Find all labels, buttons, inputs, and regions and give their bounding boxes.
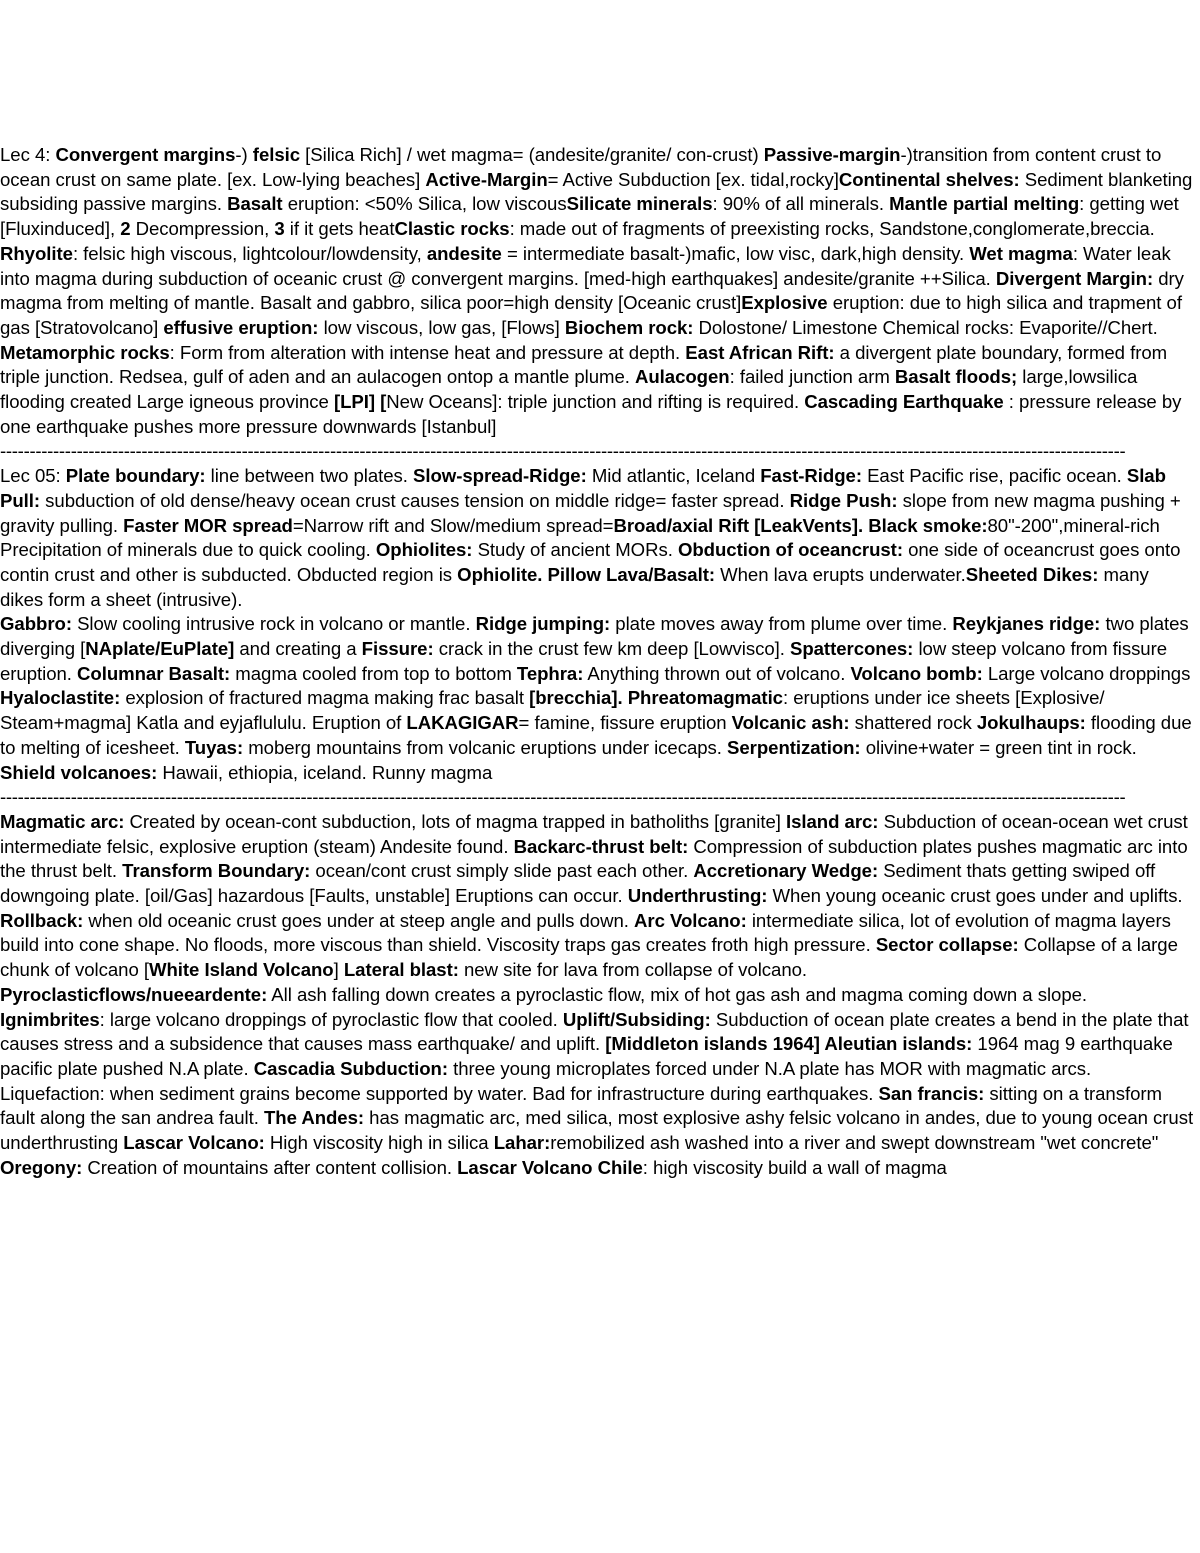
note-text: Anything thrown out of volcano. (583, 662, 851, 684)
note-text: slope from new magma pushing + gravity pulling. (0, 489, 1181, 536)
note-text: : made out of fragments of preexisting rocks, Sandstone,conglomerate,breccia. (509, 218, 1155, 240)
bold-term: Lascar Volcano Chile (457, 1156, 643, 1178)
bold-term: felsic (252, 144, 301, 165)
bold-term: Aulacogen (634, 366, 730, 388)
note-text: Dolostone/ Limestone Chemical rocks: Evaporite//Chert. (693, 316, 1158, 338)
note-text: Creation of mountains after content collision. (82, 1156, 458, 1178)
note-text: =Narrow rift and Slow/medium spread= (292, 514, 614, 536)
lecture-6-paragraph-1 (0, 810, 1196, 983)
note-text: intermediate silica, lot of evolution of magma layers build into cone shape. No floods, more viscous than shield. Viscosity traps gas creates froth high pressure. (0, 909, 1171, 956)
bold-term: Convergent margins (55, 144, 236, 165)
lecture-4-paragraph (0, 143, 1196, 439)
bold-term: Spattercones: (789, 638, 914, 660)
bold-term: 3 (274, 218, 285, 240)
bold-term: Backarc-thrust belt: (513, 835, 689, 857)
bold-term: Pyroclasticflows/nueeardente: (0, 983, 268, 1005)
bold-term: Lateral blast: (343, 959, 459, 981)
note-text: flooding due to melting of icesheet. (0, 712, 1192, 758)
note-text: ocean/cont crust simply slide past each other. (310, 860, 694, 882)
bold-term: NAplate/EuPlate] (85, 638, 235, 660)
note-text: When lava erupts underwater. (715, 563, 966, 585)
note-text: many dikes form a sheet (intrusive). (0, 563, 1149, 610)
note-text: -) (235, 144, 253, 165)
note-text: Created by ocean-cont subduction, lots of magma trapped in batholiths [granite] (124, 810, 786, 832)
bold-term: Active-Margin (425, 168, 548, 190)
bold-term: Ridge jumping: (475, 613, 611, 635)
bold-term: Continental shelves: (838, 168, 1020, 190)
bold-term: [Middleton islands 1964] Aleutian islands: (605, 1033, 973, 1055)
note-text: : eruptions under ice sheets [Explosive/ Steam+magma] Katla and eyjaflululu. Eruption of (0, 687, 1105, 734)
bold-term: Sheeted Dikes: (965, 563, 1099, 585)
bold-term: Ridge Push: (789, 489, 898, 511)
note-text: Subduction of ocean-ocean wet crust intermediate felsic, explosive eruption (steam) Andesite found. (0, 810, 1188, 857)
bold-term: Cascadia Subduction: (253, 1057, 448, 1079)
note-text: ] (333, 959, 344, 981)
note-text: olivine+water = green tint in rock. (860, 736, 1137, 758)
note-text: remobilized ash washed into a river and swept downstream "wet concrete" (550, 1132, 1159, 1154)
note-text: New Oceans]: triple junction and rifting is required. (386, 391, 805, 413)
bold-term: Uplift/Subsiding: (562, 1008, 711, 1030)
note-text: large,lowsilica flooding created Large igneous province (0, 366, 1138, 413)
note-text: sitting on a transform fault along the san andrea fault. (0, 1082, 1162, 1129)
bold-term: Silicate minerals (566, 193, 713, 215)
bold-term: Rollback: (0, 909, 84, 931)
bold-term: Faster MOR spread (123, 514, 293, 536)
note-text: : felsic high viscous, lightcolour/lowdensity, (72, 242, 427, 264)
lecture-5-paragraph-2 (0, 612, 1196, 785)
bold-term: Rhyolite (0, 242, 73, 264)
bold-term: [LPI] [ (333, 391, 387, 413)
note-text: subduction of old dense/heavy ocean crust causes tension on middle ridge= faster spread. (40, 489, 790, 511)
bold-term: Jokulhaups: (976, 712, 1086, 734)
note-text: Lec 4: (0, 144, 56, 165)
note-text: Hawaii, ethiopia, iceland. Runny magma (157, 761, 493, 783)
note-text: Decompression, (130, 218, 275, 240)
bold-term: Wet magma (969, 242, 1073, 264)
bold-term: Volcanic ash: (731, 712, 850, 734)
bold-term: The Andes: (263, 1107, 365, 1129)
bold-term: Plate boundary: (65, 465, 206, 487)
note-text: When young oceanic crust goes under and uplifts. (767, 885, 1183, 907)
note-text: [Silica Rich] / wet magma= (andesite/granite/ con-crust) (300, 144, 764, 165)
bold-term: Ignimbrites (0, 1008, 100, 1030)
note-text: when old oceanic crust goes under at steep angle and pulls down. (83, 909, 634, 931)
bold-term: LAKAGIGAR (406, 712, 519, 734)
bold-term: Slab Pull: (0, 465, 1166, 511)
lecture-5-notes (0, 464, 1196, 785)
bold-term: Cascading Earthquake (804, 391, 1004, 413)
bold-term: Arc Volcano: (634, 909, 747, 931)
bold-term: Basalt floods; (894, 366, 1018, 388)
bold-term: Hyaloclastite: (0, 687, 121, 709)
bold-term: Accretionary Wedge: (693, 860, 879, 882)
note-text: low viscous, low gas, [Flows] (318, 316, 565, 338)
bold-term: Shield volcanoes: (0, 761, 158, 783)
bold-term: Metamorphic rocks (0, 341, 170, 363)
bold-term: Basalt (227, 193, 283, 215)
note-text: 80"-200",mineral-rich Precipitation of minerals due to quick cooling. (0, 514, 1160, 561)
note-text: has magmatic arc, med silica, most explosive ashy felsic volcano in andes, due to young ocean crust underthrusting (0, 1107, 1194, 1154)
note-text: Subduction of ocean plate creates a bend in the plate that causes stress and a subsidence that causes mass earthquake/ and uplift. (0, 1008, 1189, 1055)
bold-term: Columnar Basalt: (77, 662, 231, 684)
notes-page (0, 143, 1196, 1181)
note-text: Slow cooling intrusive rock in volcano or mantle. (71, 613, 476, 635)
bold-term: Oregony: (0, 1156, 83, 1178)
note-text: magma cooled from top to bottom (230, 662, 517, 684)
bold-term: Serpentization: (727, 736, 861, 758)
note-text: : large volcano droppings of pyroclastic flow that cooled. (99, 1008, 563, 1030)
note-text: : pressure release by one earthquake pushes more pressure downwards [Istanbul] (0, 391, 1182, 437)
bold-term: Tuyas: (184, 736, 244, 758)
bold-term: Volcano bomb: (850, 662, 983, 684)
note-text: High viscosity high in silica (264, 1132, 494, 1154)
bold-term: Mantle partial melting (889, 193, 1080, 215)
bold-term: Underthrusting: (627, 885, 768, 907)
note-text: = intermediate basalt-)mafic, low visc, dark,high density. (501, 242, 970, 264)
note-text: line between two plates. (205, 465, 414, 487)
note-text: Study of ancient MORs. (472, 539, 678, 561)
note-text: a divergent plate boundary, formed from triple junction. Redsea, gulf of aden and an aulacogen ontop a mantle plume. (0, 341, 1168, 388)
bold-term: Ophiolites: (375, 539, 473, 561)
note-text: Large volcano droppings (982, 662, 1191, 684)
bold-term: Divergent Margin: (995, 267, 1154, 289)
note-text: : getting wet [Fluxinduced], (0, 193, 1179, 240)
bold-term: Magmatic arc: (0, 810, 125, 832)
note-text: and creating a (234, 638, 362, 660)
bold-term: Broad/axial Rift [LeakVents]. Black smoke: (613, 514, 988, 536)
bold-term: Slow-spread-Ridge: (413, 465, 587, 487)
note-text: eruption: <50% Silica, low viscous (282, 193, 567, 215)
note-text: -)transition from content crust to ocean crust on same plate. [ex. Low-lying beaches] (0, 144, 1162, 190)
bold-term: White Island Volcano (148, 959, 334, 981)
note-text: : failed junction arm (729, 366, 895, 388)
note-text: dry magma from melting of mantle. Basalt and gabbro, silica poor=high density [Oceanic crust] (0, 267, 1184, 314)
bold-term: Sector collapse: (875, 934, 1019, 956)
lecture-6-paragraph-2 (0, 983, 1196, 1181)
note-text: All ash falling down creates a pyroclastic flow, mix of hot gas ash and magma coming down a slope. (267, 983, 1088, 1005)
section-divider: ----------------------------------------------------------------------------------------------------------------------------------------------------------------------------------------------- (0, 786, 1126, 808)
note-text: explosion of fractured magma making frac basalt (120, 687, 530, 709)
note-text: : Water leak into magma during subduction of oceanic crust @ convergent margins. [med-high earthquakes] andesite/granite ++Silica. (0, 242, 1171, 289)
note-text: if it gets heat (284, 218, 395, 240)
bold-term: Ophiolite. Pillow Lava/Basalt: (457, 563, 715, 585)
note-text: = famine, fissure eruption (518, 712, 732, 734)
note-text: 1964 mag 9 earthquake pacific plate pushed N.A plate. (0, 1033, 1173, 1079)
note-text: Compression of subduction plates pushes magmatic arc into the thrust belt. (0, 835, 1188, 882)
bold-term: Passive-margin (763, 144, 901, 165)
bold-term: San francis: (878, 1082, 985, 1104)
bold-term: Fissure: (361, 638, 434, 660)
note-text: one side of oceancrust goes onto contin crust and other is subducted. Obducted region is (0, 539, 1181, 585)
note-text: Lec 05: (0, 465, 66, 487)
note-text: : high viscosity build a wall of magma (642, 1156, 947, 1178)
bold-term: Obduction of oceancrust: (677, 539, 903, 561)
bold-term: Lascar Volcano: (123, 1132, 265, 1154)
bold-term: Explosive (741, 292, 828, 314)
note-text: : 90% of all minerals. (712, 193, 890, 215)
bold-term: East African Rift: (685, 341, 835, 363)
bold-term: Biochem rock: (564, 316, 694, 338)
note-text: Sediment blanketing subsiding passive margins. (0, 168, 1193, 215)
bold-term: andesite (426, 242, 502, 264)
bold-term: 2 (120, 218, 131, 240)
note-text: three young microplates forced under N.A plate has MOR with magmatic arcs. Liquefaction: when sediment grains become supported by water. Bad for infrastructure during earthquakes. (0, 1057, 1092, 1104)
bold-term: Lahar: (493, 1132, 551, 1154)
lecture-6-notes (0, 810, 1196, 1181)
bold-term: Clastic rocks (394, 218, 510, 240)
bold-term: effusive eruption: (163, 316, 319, 338)
bold-term: Fast-Ridge: (760, 465, 862, 487)
note-text: Mid atlantic, Iceland (586, 465, 761, 487)
note-text: moberg mountains from volcanic eruptions under icecaps. (243, 736, 728, 758)
note-text: new site for lava from collapse of volcano. (458, 959, 808, 981)
bold-term: Tephra: (516, 662, 584, 684)
note-text: low steep volcano from fissure eruption. (0, 638, 1168, 684)
bold-term: Gabbro: (0, 613, 72, 635)
note-text: two plates diverging [ (0, 613, 1189, 660)
note-text: = Active Subduction [ex. tidal,rocky] (547, 168, 839, 190)
note-text: Collapse of a large chunk of volcano [ (0, 934, 1178, 981)
note-text: shattered rock (849, 712, 977, 734)
bold-term: [brecchia]. Phreatomagmatic (529, 687, 783, 709)
bold-term: Transform Boundary: (122, 860, 311, 882)
note-text: Sediment thats getting swiped off downgoing plate. [oil/Gas] hazardous [Faults, unstable] Eruptions can occur. (0, 860, 1156, 907)
note-text: crack in the crust few km deep [Lowvisco]. (433, 638, 790, 660)
lecture-4-notes (0, 143, 1196, 439)
note-text: : Form from alteration with intense heat and pressure at depth. (169, 341, 686, 363)
bold-term: Reykjanes ridge: (952, 613, 1101, 635)
section-divider: ----------------------------------------------------------------------------------------------------------------------------------------------------------------------------------------------- (0, 440, 1126, 462)
bold-term: Island arc: (785, 810, 879, 832)
note-text: East Pacific rise, pacific ocean. (861, 465, 1127, 487)
note-text: plate moves away from plume over time. (610, 613, 953, 635)
lecture-5-paragraph-1 (0, 464, 1196, 612)
note-text: eruption: due to high silica and trapment of gas [Stratovolcano] (0, 292, 1182, 338)
